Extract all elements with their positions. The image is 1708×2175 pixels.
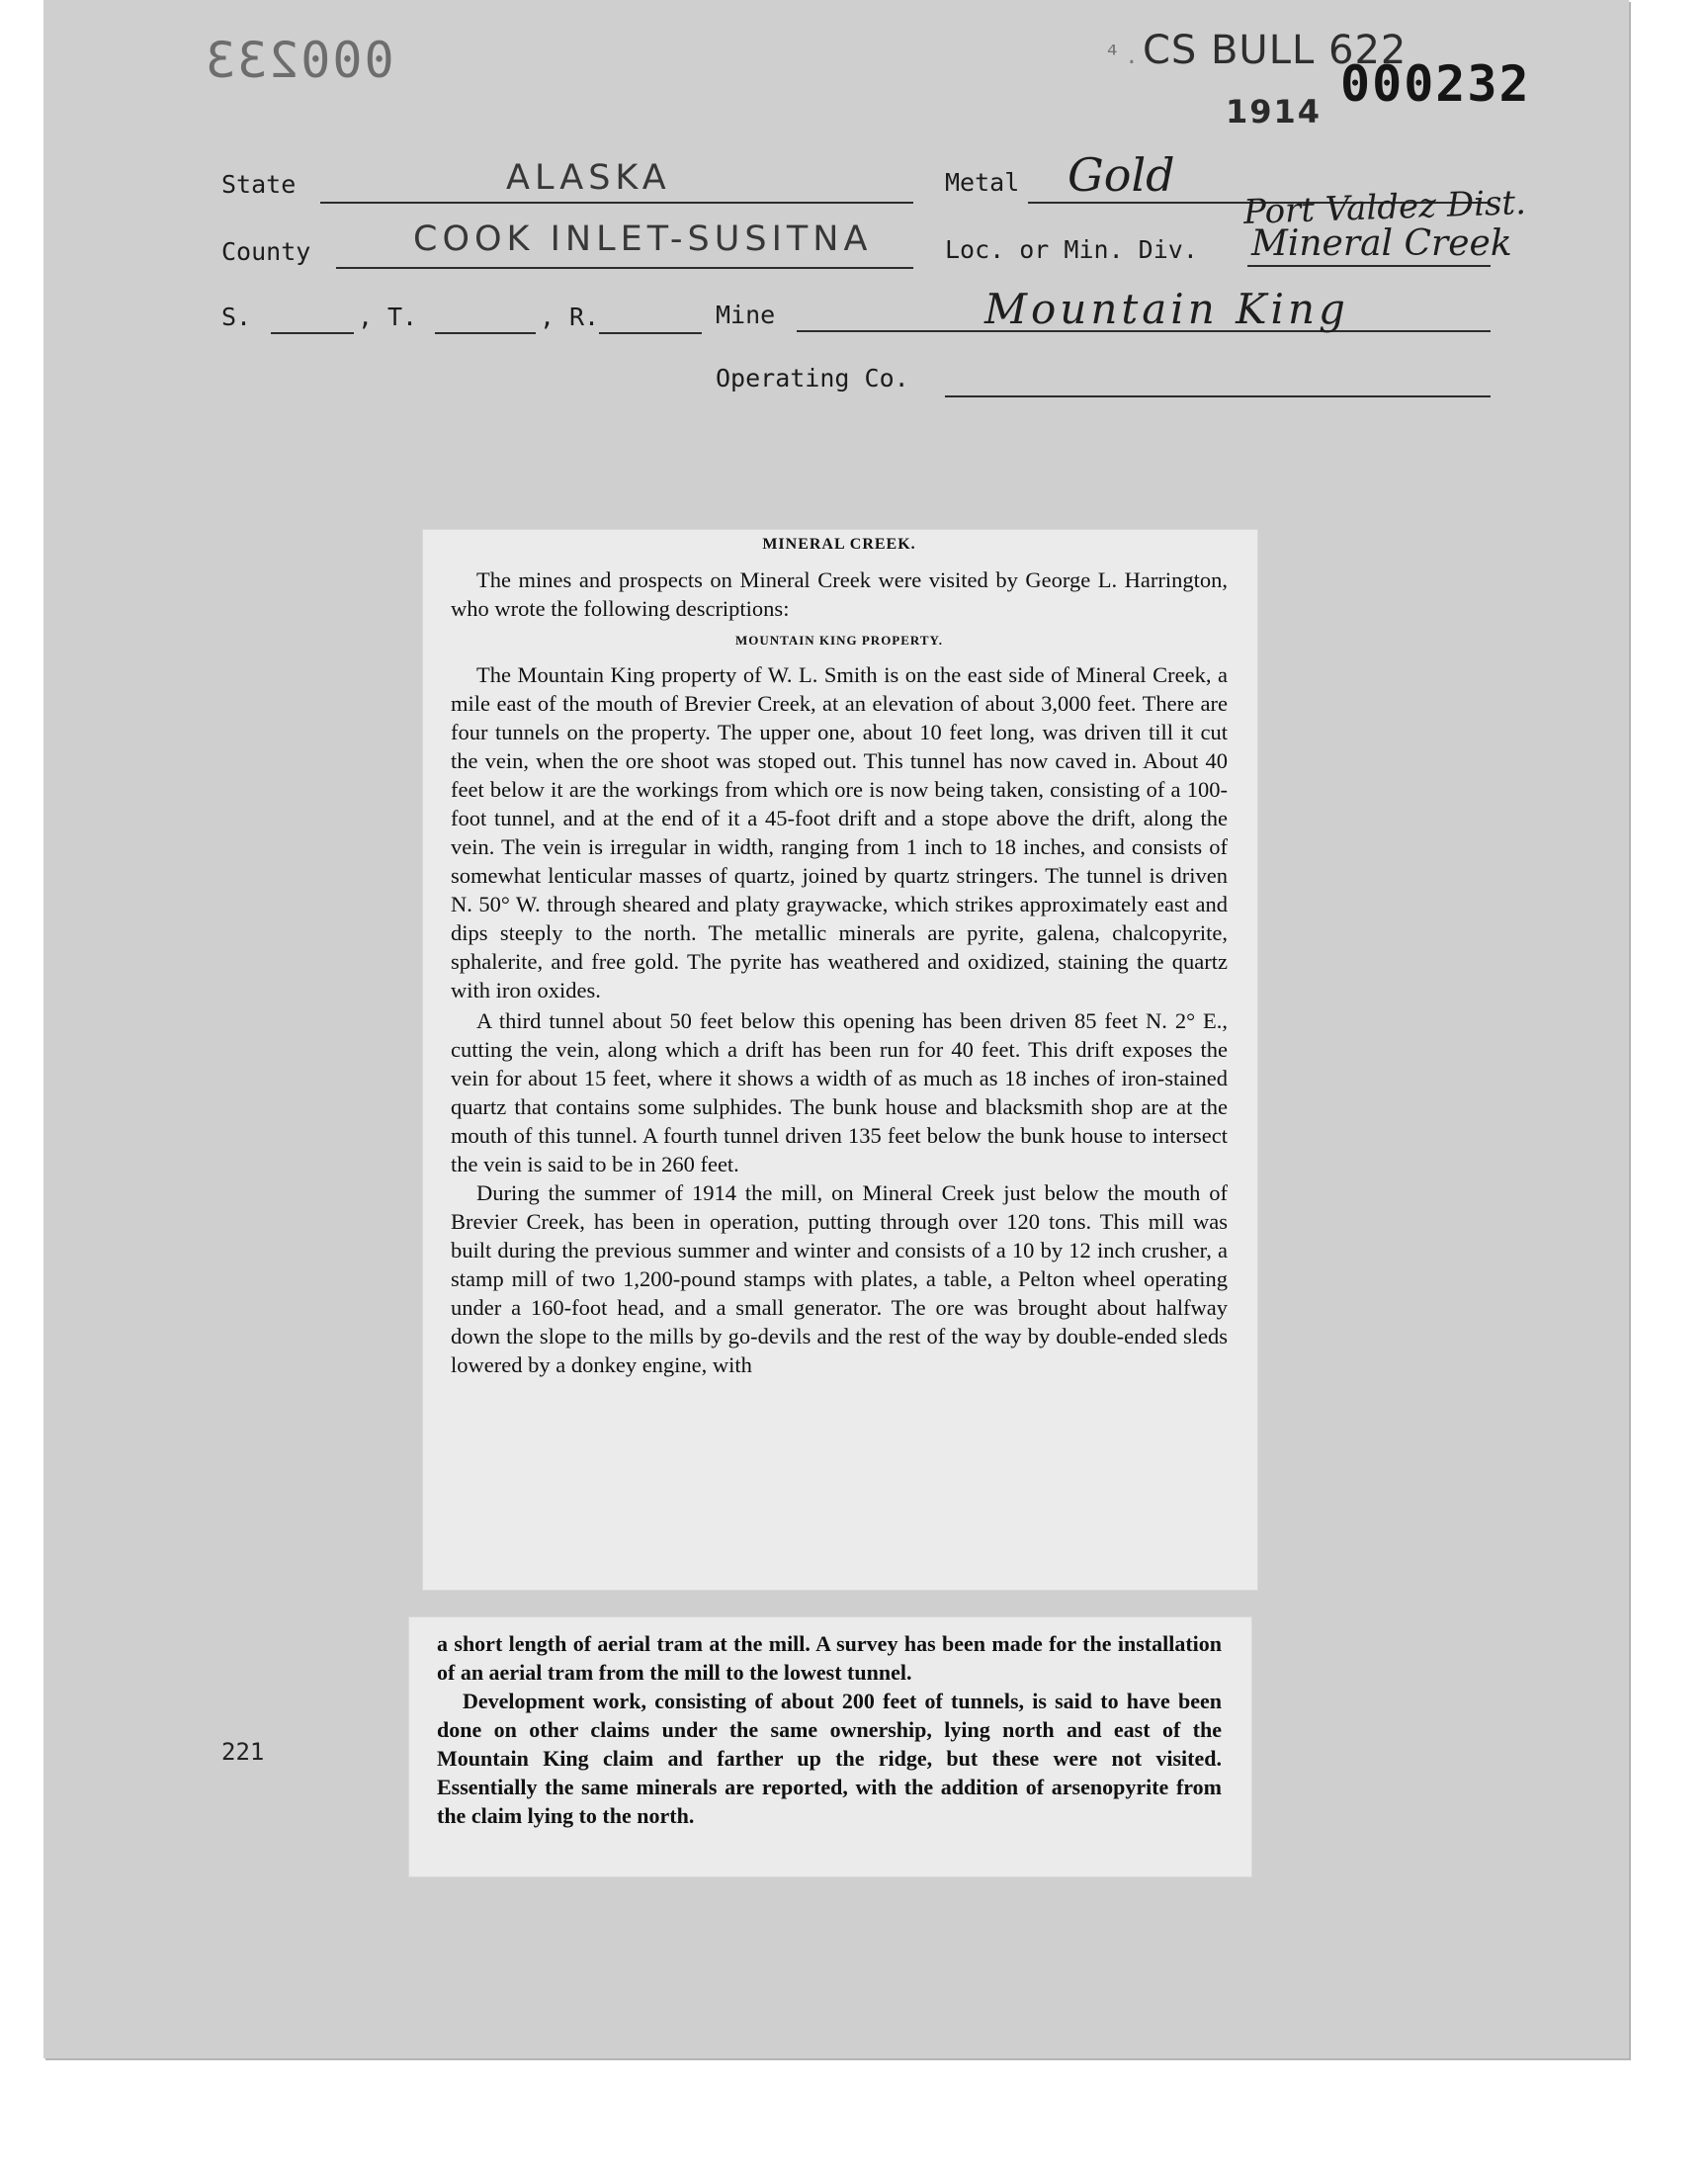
- clipping-subheading: MOUNTAIN KING PROPERTY.: [735, 633, 943, 648]
- page-number: 221: [221, 1738, 265, 1766]
- clipping-heading: MINERAL CREEK.: [762, 536, 916, 553]
- report-clipping: [423, 530, 1257, 1590]
- clipping-paragraph: The Mountain King property of W. L. Smith is on the east side of Mineral Creek, a mile east of the mouth of Brevier Creek, at an elevation of about 3,000 feet. There are four tunnels on the property. The upper one, about 10 feet long, was driven till it cut the vein, when the ore shoot was stoped out. This tunnel has now caved in. About 40 feet below it are the workings from which ore is now being taken, consisting of a 100-foot tunnel, and at the end of it a 45-foot drift and a stope above the drift, along the vein. The vein is irregular in width, ranging from 1 inch to 18 inches, and consists of somewhat lenticular masses of quartz, joined by quartz stringers. The tunnel is driven N. 50° W. through sheared and platy graywacke, which strikes approximately east and dips steeply to the north. The metallic minerals are pyrite, galena, chalcopyrite, sphalerite, and free gold. The pyrite has weathered and oxidized, staining the quartz with iron oxides.: [451, 662, 1228, 1002]
- state-value: ALASKA: [506, 158, 671, 198]
- operating-line: [945, 395, 1491, 397]
- operating-label: Operating Co.: [716, 364, 909, 392]
- bulletin-reference-text: CS BULL 622: [1142, 28, 1408, 73]
- year-stamp: 1914: [1226, 93, 1323, 130]
- metal-value: Gold: [1068, 148, 1175, 202]
- report-clipping-continued: [409, 1617, 1251, 1876]
- district-note: Port Valdez Dist.: [1242, 183, 1527, 232]
- loc-line: [1247, 265, 1491, 267]
- document-number-stamp: 000232: [1340, 55, 1531, 113]
- county-value: COOK INLET-SUSITNA: [413, 219, 873, 259]
- str-t-label: T.: [387, 303, 418, 331]
- str-t-line: [435, 332, 536, 334]
- metal-label: Metal: [945, 168, 1020, 197]
- str-r-label: R.: [569, 303, 600, 331]
- clipping-paragraph: Development work, consisting of about 200 feet of tunnels, is said to have been done on other claims under the same ownership, lying north and east of the Mountain King claim and farther up the ridge, but these were not visited. Essentially the same minerals are reported, with the addition of arsenopyrite from the claim lying to the north.: [437, 1689, 1222, 1828]
- clipping-paragraph: a short length of aerial tram at the mill. A survey has been made for the installation of an aerial tram from the mill to the lowest tunnel.: [437, 1631, 1222, 1685]
- loc-value: Mineral Creek: [1251, 223, 1512, 264]
- clipping-paragraph: A third tunnel about 50 feet below this opening has been driven 85 feet N. 2° E., cutting the vein, along which a drift has been run for 40 feet. This drift exposes the vein for about 15 feet, where it shows a width of as much as 18 inches of iron-stained quartz that contains some sulphides. The bunk house and blacksmith shop are at the mouth of this tunnel. A fourth tunnel driven 135 feet below the bunk house to intersect the vein is said to be in 260 feet.: [451, 1008, 1228, 1176]
- county-line: [336, 267, 913, 269]
- str-r-line: [599, 332, 702, 334]
- mirrored-stamp-number: 000233: [204, 32, 394, 89]
- stamp-mark-icon: ⁴ .: [1107, 41, 1137, 70]
- mine-value: Mountain King: [984, 285, 1349, 333]
- str-s-line: [271, 332, 354, 334]
- str-s-label: S.: [221, 303, 252, 331]
- state-line: [320, 202, 913, 204]
- loc-label: Loc. or Min. Div.: [945, 235, 1198, 264]
- clipping-intro: The mines and prospects on Mineral Creek were visited by George L. Harrington, who wrote the following descriptions:: [451, 567, 1228, 621]
- county-label: County: [221, 237, 311, 266]
- state-label: State: [221, 170, 297, 199]
- clipping-paragraph: During the summer of 1914 the mill, on Mineral Creek just below the mouth of Brevier Creek, has been in operation, putting through over 120 tons. This mill was built during the previous summer and winter and consists of a 10 by 12 inch crusher, a stamp mill of two 1,200-pound stamps with plates, a table, a Pelton wheel operating under a 160-foot head, and a small generator. The ore was brought about halfway down the slope to the mills by go-devils and the rest of the way by double-ended sleds lowered by a donkey engine, with: [451, 1180, 1228, 1377]
- mine-label: Mine: [716, 301, 776, 329]
